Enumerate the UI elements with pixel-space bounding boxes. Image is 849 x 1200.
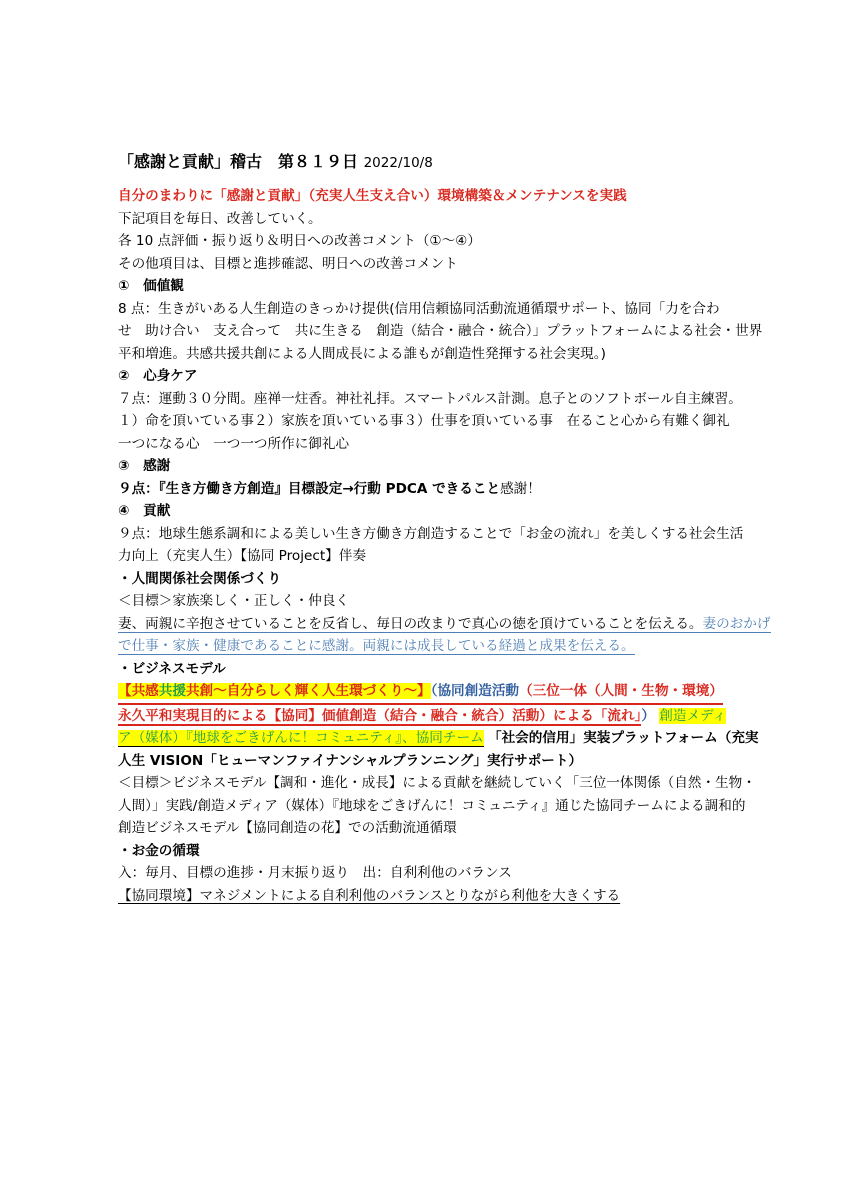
relationships-blue-text: 妻のおかげ — [702, 615, 771, 632]
money-cycle-line — [118, 885, 738, 908]
money-cycle-heading: ・お金の循環 — [118, 842, 200, 859]
biz-blue-text: 協同創造活動 — [437, 683, 520, 699]
intro-line-2: 各 10 点評価・振り返り＆明日への改善コメント（①～④） — [118, 233, 481, 249]
biz-highlight-red: 【共感 — [118, 683, 159, 699]
biz-highlight-red: ～自分らしく輝く人生環づくり～】 — [213, 683, 431, 699]
business-goal-line: 人間）」実践/創造メディア（媒体）『地球をごきげんに！コミュニティ』通じた協同チームによる調和的 — [118, 797, 746, 814]
section-care-line: １）命を頂いている事２）家族を頂いている事３）仕事を頂いている事 在ること心から有難く御礼 — [118, 413, 730, 429]
biz-black-text: 「社会的信用」実装プラットフォーム（充実 — [488, 730, 759, 746]
document-page — [118, 150, 771, 907]
section-values-heading: ① 価値観 — [118, 278, 184, 294]
section-care-line: 一つになる心 一つ一つ所作に御礼心 — [118, 435, 350, 452]
biz-highlight-green: 共援 — [158, 683, 186, 699]
biz-red-text: 永久平和実現目的による【協同】価値創造（結合・融合・統合）活動）による「流れ」 — [118, 707, 642, 724]
money-cycle-underlined: 【協同環境】マネジメントによる自利利他のバランスとりながら利他を大きくする — [118, 887, 621, 904]
section-values-line: 8 点：生きがいある人生創造のきっかけ提供(信用信頼協同活動流通循環サポート、協同「力を合わ — [118, 300, 720, 317]
relationships-blue-text: で仕事・家族・健康であることに感謝。両親には成長している経過と成果を伝える。 — [118, 638, 635, 654]
business-model-heading: ・ビジネスモデル — [118, 660, 226, 677]
intro-line-1: 下記項目を毎日、改善していく。 — [118, 210, 322, 227]
section-care-line: ７点：運動３０分間。座禅一炷香。神社礼拝。スマートパルス計測。息子とのソフトボール自主練習。 — [118, 390, 742, 407]
intro-line-3: その他項目は、目標と進捗確認、明日への改善コメント — [118, 255, 458, 272]
business-model-line: 人生 VISION「ヒューマンファイナンシャルプランニング」実行サポート） — [118, 752, 583, 769]
title-date: 2022/10/8 — [363, 155, 433, 171]
business-goal-line: 創造ビジネスモデル【協同創造の花】での活動流通循環 — [118, 820, 457, 836]
biz-paren: （ — [430, 683, 438, 699]
business-model-line — [118, 680, 723, 705]
title-main: 「感謝と貢献」稽古 第８１９日 — [118, 152, 359, 171]
section-gratitude-line — [118, 478, 738, 501]
relationships-line — [118, 635, 738, 658]
section-contribution-line: 力向上（充実人生）【協同 Project】伴奏 — [118, 548, 366, 564]
business-model-line — [118, 705, 738, 728]
gratitude-bold-text: ９点：『生き方働き方創造』目標設定→行動 PDCA できること — [118, 480, 501, 497]
biz-highlight-red: 共創 — [185, 683, 214, 699]
relationships-line — [118, 613, 771, 636]
biz-green-highlight: ア（媒体）『地球をごきげんに！コミュニティ』、協同チーム — [118, 730, 484, 746]
biz-red-text: （三位一体（人間・生物・環境） — [519, 683, 723, 699]
section-values-line: 平和増進。共感共援共創による人間成長による誰もが創造性発揮する社会実現。) — [118, 345, 606, 362]
business-model-line — [118, 727, 759, 750]
relationships-goal: ＜目標＞家族楽しく・正しく・仲良く — [118, 593, 350, 609]
business-goal-line: ＜目標＞ビジネスモデル【調和・進化・成長】による貢献を継続していく「三位一体関係（自然・生物・ — [118, 775, 756, 791]
money-cycle-line: 入：毎月、目標の進捗・月末振り返り 出：自利利他のバランス — [118, 865, 512, 881]
section-contribution-heading: ④ 貢献 — [118, 503, 171, 519]
section-contribution-line: ９点：地球生態系調和による美しい生き方働き方創造することで「お金の流れ」を美しくする社会生活 — [118, 525, 744, 542]
biz-paren: ） — [641, 707, 655, 724]
relationships-black-text: 妻、両親に辛抱させていることを反省し、毎日の改まりで真心の徳を頂けていることを伝える。 — [118, 615, 703, 632]
section-values-line: せ 助け合い 支え合って 共に生きる 創造（結合・融合・統合）」プラットフォームによる社会・世界 — [118, 323, 763, 339]
gratitude-rest-text: 感謝！ — [500, 480, 541, 497]
section-gratitude-heading: ③ 感謝 — [118, 458, 171, 474]
page-title — [118, 150, 738, 175]
biz-green-highlight: 創造メディ — [659, 707, 727, 724]
relationships-heading: ・人間関係社会関係づくり — [118, 570, 282, 587]
section-care-heading: ② 心身ケア — [118, 368, 198, 384]
main-heading: 自分のまわりに「感謝と貢献」（充実人生支え合い）環境構築＆メンテナンスを実践 — [118, 188, 627, 204]
